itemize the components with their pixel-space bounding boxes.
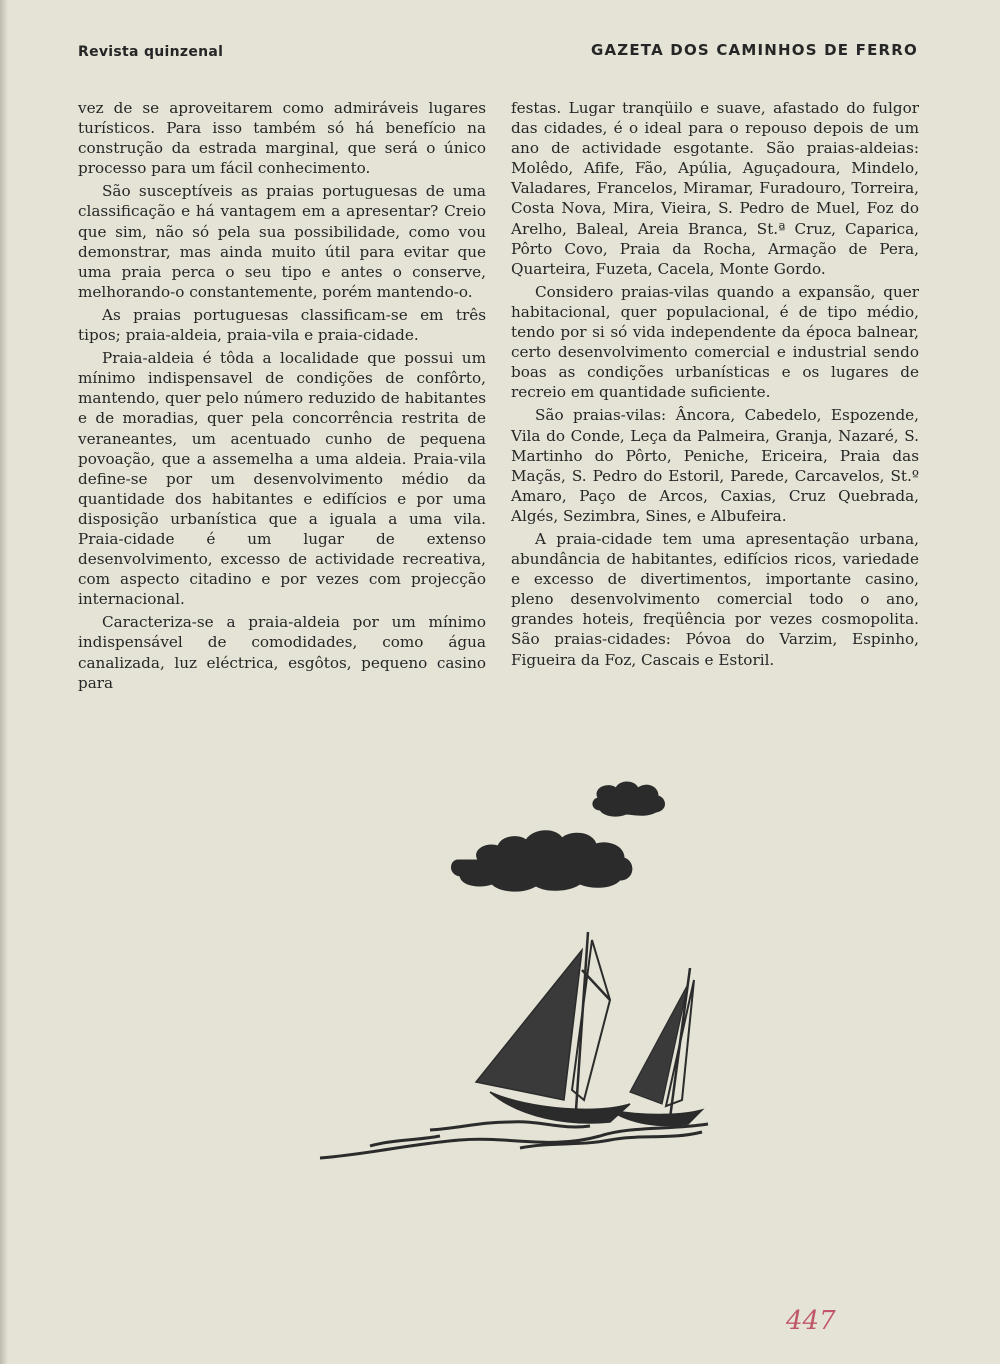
large-cloud-icon	[452, 831, 632, 891]
paragraph: festas. Lugar tranqüilo e suave, afastado do fulgor das cidades, é o ideal para o repouso depois de um ano de actividade esgotante. São praias-aldeias: Molêdo, Afife, Fão, Apúlia, Aguçadoura, Mindelo, Valadares, Francelos, Miramar, Furadouro, Torreira, Costa Nova, Mira, Vieira, S. Pedro de Muel, Foz do Arelho, Baleal, Areia Branca, St.ª Cruz, Caparica, Pôrto Covo, Praia da Rocha, Armação de Pera, Quarteira, Fuzeta, Cacela, Monte Gordo.	[511, 99, 919, 278]
right-column	[511, 98, 919, 673]
paragraph: As praias portuguesas classificam-se em três tipos; praia-aldeia, praia-vila e praia-cidade.	[78, 305, 486, 345]
paragraph: São susceptíveis as praias portuguesas de uma classificação e há vantagem em a apresentar? Creio que sim, não só pela sua possibilidade, como vou demonstrar, mas ainda muito útil para evitar que uma praia perca o seu tipo e antes o conserve, melhorando-o constantemente, porém mantendo-o.	[78, 182, 486, 301]
small-cloud-icon	[593, 782, 665, 816]
header-left: Revista quinzenal	[78, 44, 224, 60]
binding-edge-shadow	[0, 0, 8, 1364]
paragraph: Considero praias-vilas quando a expansão, quer habitacional, quer populacional, é de tipo médio, tendo por si só vida independente da época balnear, certo desenvolvimento comercial e industrial sendo boas as condições urbanísticas e os lugares de recreio em quantidade suficiente.	[511, 282, 919, 402]
paragraph: São praias-vilas: Âncora, Cabedelo, Espozende, Vila do Conde, Leça da Palmeira, Granja, Nazaré, S. Martinho do Pôrto, Peniche, Ericeira, Praia das Maçãs, S. Pedro do Estoril, Parede, Carcavelos, St.º Amaro, Paço de Arcos, Caxias, Cruz Quebrada, Algés, Sezimbra, Sines, e Albufeira.	[511, 406, 919, 525]
waves-icon	[320, 1122, 708, 1158]
paragraph: Caracteriza-se a praia-aldeia por um mínimo indispensável de comodidades, como água canalizada, luz eléctrica, esgôtos, pequeno casino para	[78, 613, 486, 692]
paragraph: Praia-aldeia é tôda a localidade que possui um mínimo indispensavel de condições de confôrto, mantendo, quer pelo número reduzido de habitantes e de moradias, quer pela concorrência restrita de veraneantes, um acentuado cunho de pequena povoação, que a assemelha a uma aldeia. Praia-vila define-se por um desenvolvimento médio da quantidade dos habitantes e edifícios e por uma disposição urbanística que a iguala a uma vila. Praia-cidade é um lugar de extenso desenvolvimento, excesso de actividade recreativa, com aspecto citadino e por vezes com projecção internacional.	[78, 349, 486, 609]
sailboats-clouds-illustration	[310, 770, 710, 1170]
left-column	[78, 98, 486, 696]
header-right: GAZETA DOS CAMINHOS DE FERRO	[590, 41, 918, 59]
paragraph: A praia-cidade tem uma apresentação urbana, abundância de habitantes, edifícios ricos, variedade e excesso de divertimentos, importante casino, pleno desenvolvimento comercial todo o ano, grandes hoteis, freqüência por vezes cosmopolita. São praias-cidades: Póvoa do Varzim, Espinho, Figueira da Foz, Cascais e Estoril.	[511, 529, 919, 669]
paragraph: vez de se aproveitarem como admiráveis lugares turísticos. Para isso também só há benefício na construção da estrada marginal, que será o único processo para um fácil conhecimento.	[78, 99, 486, 178]
page-number: 447	[786, 1306, 836, 1336]
